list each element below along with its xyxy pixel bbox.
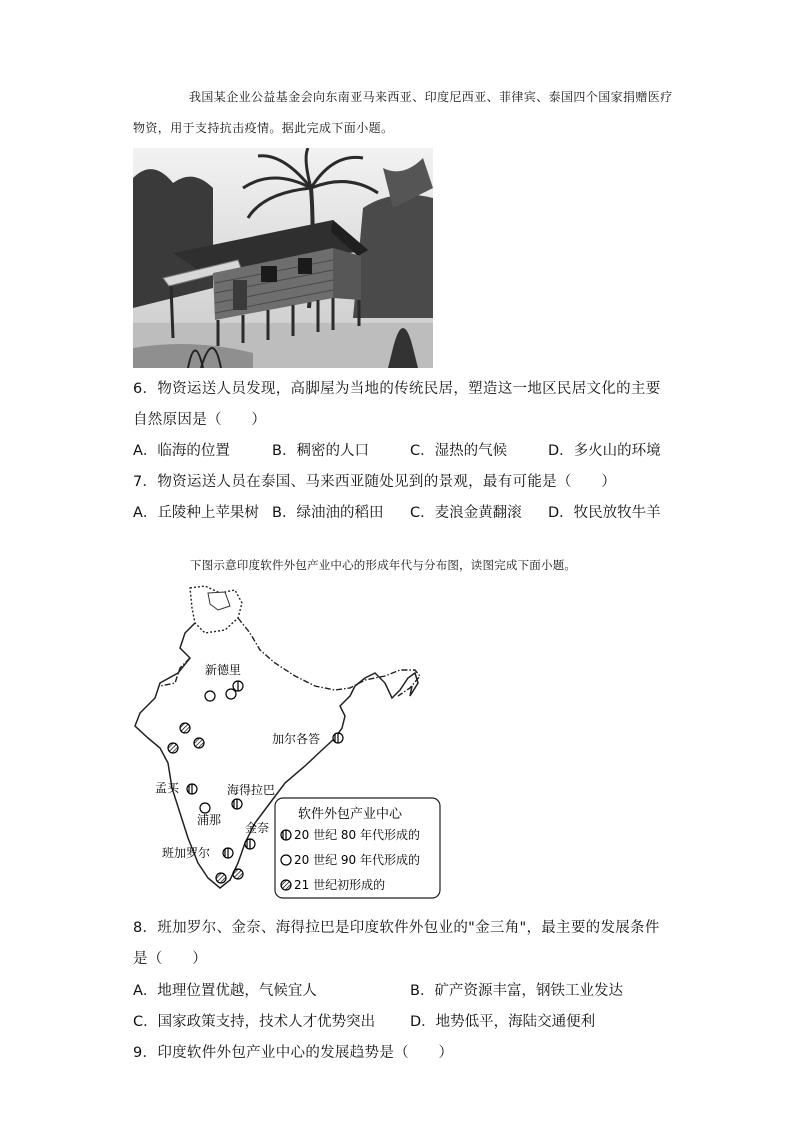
label-new-delhi: 新德里: [205, 663, 242, 677]
label-kolkata: 加尔各答: [272, 732, 321, 746]
q8-option-a[interactable]: A．地理位置优越，气候宜人: [133, 983, 317, 999]
passage-1: 我国某企业公益基金会向东南亚马来西亚、印度尼西亚、菲律宾、泰国四个国家捐赠医疗物资，用于支持抗击疫情。据此完成下面小题。: [133, 90, 673, 135]
marker-90s: [205, 691, 215, 701]
northern-boundary: [238, 618, 420, 696]
marker-90s: [226, 689, 236, 699]
marker-21c: [180, 723, 190, 733]
marker-90s: [200, 803, 210, 813]
q6-option-a[interactable]: A．临海的位置: [133, 443, 230, 459]
q6-option-c[interactable]: C．湿热的气候: [410, 443, 508, 459]
q7-option-a[interactable]: A．丘陵种上苹果树: [133, 505, 259, 521]
passage-2: 下图示意印度软件外包产业中心的形成年代与分布图，读图完成下面小题。: [190, 558, 577, 572]
q7-option-c[interactable]: C．麦浪金黄翻滚: [410, 505, 522, 521]
question-8-stem: 8．班加罗尔、金奈、海得拉巴是印度软件外包业的"金三角"，最主要的发展条件是（ ）: [133, 920, 660, 967]
india-software-map: [130, 578, 450, 908]
marker-21c: [216, 873, 226, 883]
label-pune: 浦那: [197, 813, 222, 827]
q8-option-c[interactable]: C．国家政策支持，技术人才优势突出: [133, 1014, 376, 1030]
q7-option-d[interactable]: D．牧民放牧牛羊: [548, 505, 661, 521]
map-legend: [275, 798, 440, 898]
western-boundary: [160, 658, 190, 686]
legend-item-80s: 20 世纪 80 年代形成的: [294, 828, 420, 842]
question-8-options-row2: [133, 1007, 673, 1038]
label-hyderabad: 海得拉巴: [227, 783, 276, 797]
marker-21c: [194, 738, 204, 748]
q6-option-b[interactable]: B．稠密的人口: [272, 443, 369, 459]
q8-option-d[interactable]: D．地势低平，海陆交通便利: [410, 1014, 596, 1030]
q6-option-d[interactable]: D．多火山的环境: [548, 443, 661, 459]
stilt-house-photo: [133, 148, 433, 368]
question-7-stem: 7．物资运送人员在泰国、马来西亚随处见到的景观，最有可能是（ ）: [133, 474, 617, 490]
legend-item-90s: 20 世纪 90 年代形成的: [294, 853, 420, 867]
label-bangalore: 班加罗尔: [162, 846, 211, 860]
question-9-stem: 9．印度软件外包产业中心的发展趋势是（ ）: [133, 1045, 454, 1061]
question-6-options: [133, 436, 673, 467]
q7-option-b[interactable]: B．绿油油的稻田: [272, 505, 384, 521]
legend-title: 软件外包产业中心: [298, 807, 403, 822]
question-8-options-row1: [133, 976, 673, 1007]
marker-21c: [233, 869, 243, 879]
legend-item-21c: 21 世纪初形成的: [294, 878, 386, 892]
question-6-stem: 6．物资运送人员发现，高脚屋为当地的传统民居，塑造这一地区民居文化的主要自然原因是（ ）: [133, 381, 661, 428]
q8-option-b[interactable]: B．矿产资源丰富，钢铁工业发达: [410, 983, 623, 999]
question-7-options: [133, 498, 673, 529]
label-mumbai: 孟买: [155, 781, 180, 795]
marker-21c: [168, 743, 178, 753]
label-chennai: 金奈: [245, 821, 270, 835]
disputed-area: [208, 592, 230, 610]
